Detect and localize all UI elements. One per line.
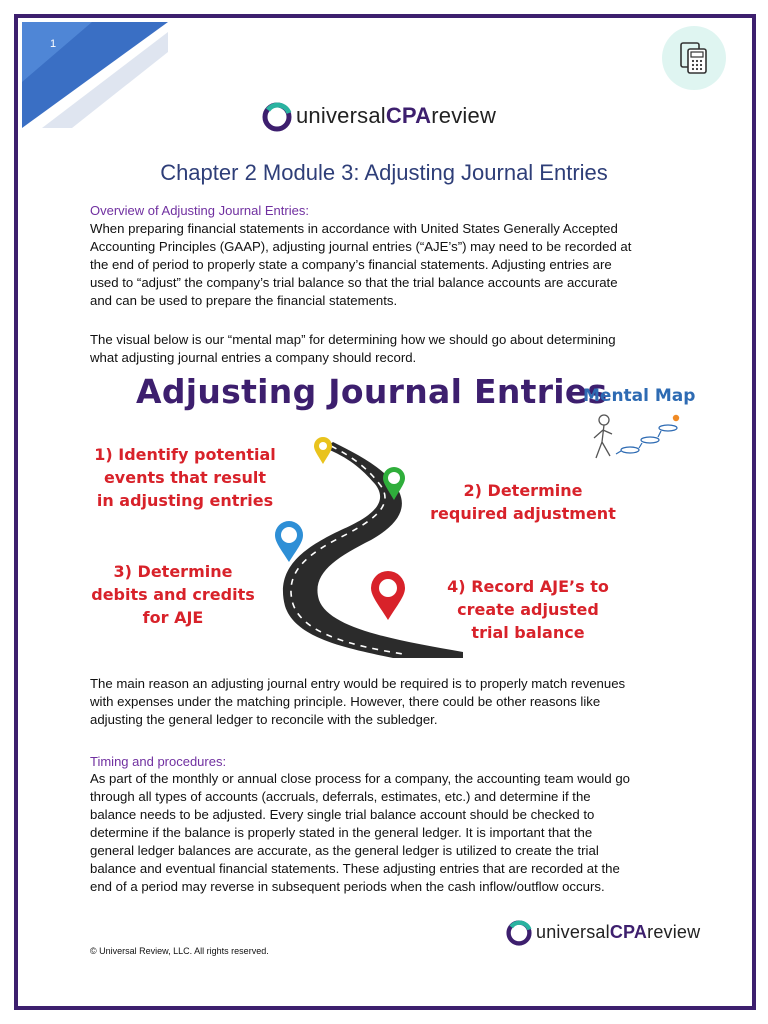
diagram-title: Adjusting Journal Entries (136, 372, 608, 411)
universal-cpa-logo-mark (506, 920, 530, 944)
map-pin-yellow-icon (312, 436, 334, 466)
logo-wordmark: universalCPAreview (296, 103, 497, 128)
footer-logo (506, 920, 700, 944)
mental-map-diagram (78, 370, 698, 658)
corner-decoration (22, 22, 168, 128)
copyright-text: © Universal Review, LLC. All rights reserved. (90, 946, 269, 956)
header-logo (262, 102, 496, 130)
page-number: 1 (50, 38, 57, 50)
map-pin-blue-icon (272, 520, 306, 564)
visual-intro-paragraph: The visual below is our “mental map” for determining how we should go about determining what adjusting journal entries a company should record. (90, 332, 616, 365)
overview-paragraph: When preparing financial statements in accordance with United States Generally Accepted Accounting Principles (GAAP), adjusting journal entries (“AJE’s”) may need to be recorded at the end of period to properly state a company’s financial statements. Adjusting entries are used to “adjust” the company’s trial balance so that the trial balance accounts are accurate and can be used to prepare the financial statements. (90, 221, 632, 308)
timing-heading: Timing and procedures: (90, 754, 227, 769)
document-calculator-icon (662, 26, 726, 90)
map-pin-green-icon (380, 466, 408, 502)
overview-heading: Overview of Adjusting Journal Entries: (90, 203, 309, 218)
timing-paragraph: As part of the monthly or annual close process for a company, the accounting team would go through all types of accounts (accruals, deferrals, estimates, etc.) and determine if the balance needs to be adjusted. Every single trial balance account should be checked to determine if the balance is properly stated in the general ledger. It is important that the general ledger balances are accurate, as the general ledger is utilized to create the trial balance and eventual financial statements. These adjusting entries that are recorded at the end of a period may reverse in subsequent periods when the cash inflow/outflow occurs. (90, 771, 631, 894)
step-2-label: 2) Determine required adjustment (430, 481, 616, 523)
step-4-label: 4) Record AJE’s to create adjusted trial balance (447, 577, 609, 642)
page-title: Chapter 2 Module 3: Adjusting Journal Entries (160, 160, 608, 185)
walking-person-icon (586, 410, 684, 466)
footer-logo-wordmark: universalCPAreview (536, 921, 701, 942)
universal-cpa-logo-mark (262, 102, 290, 130)
main-reason-paragraph: The main reason an adjusting journal entry would be required is to properly match revenues with expenses under the matching principle. However, there could be other reasons like adjusting the general ledger to reconcile with the subledger. (90, 676, 626, 727)
step-3-label: 3) Determine debits and credits for AJE (91, 562, 255, 627)
map-pin-red-icon (368, 570, 408, 622)
step-1-label: 1) Identify potential events that result in adjusting entries (94, 445, 276, 510)
diagram-subtitle: Mental Map (583, 386, 696, 406)
